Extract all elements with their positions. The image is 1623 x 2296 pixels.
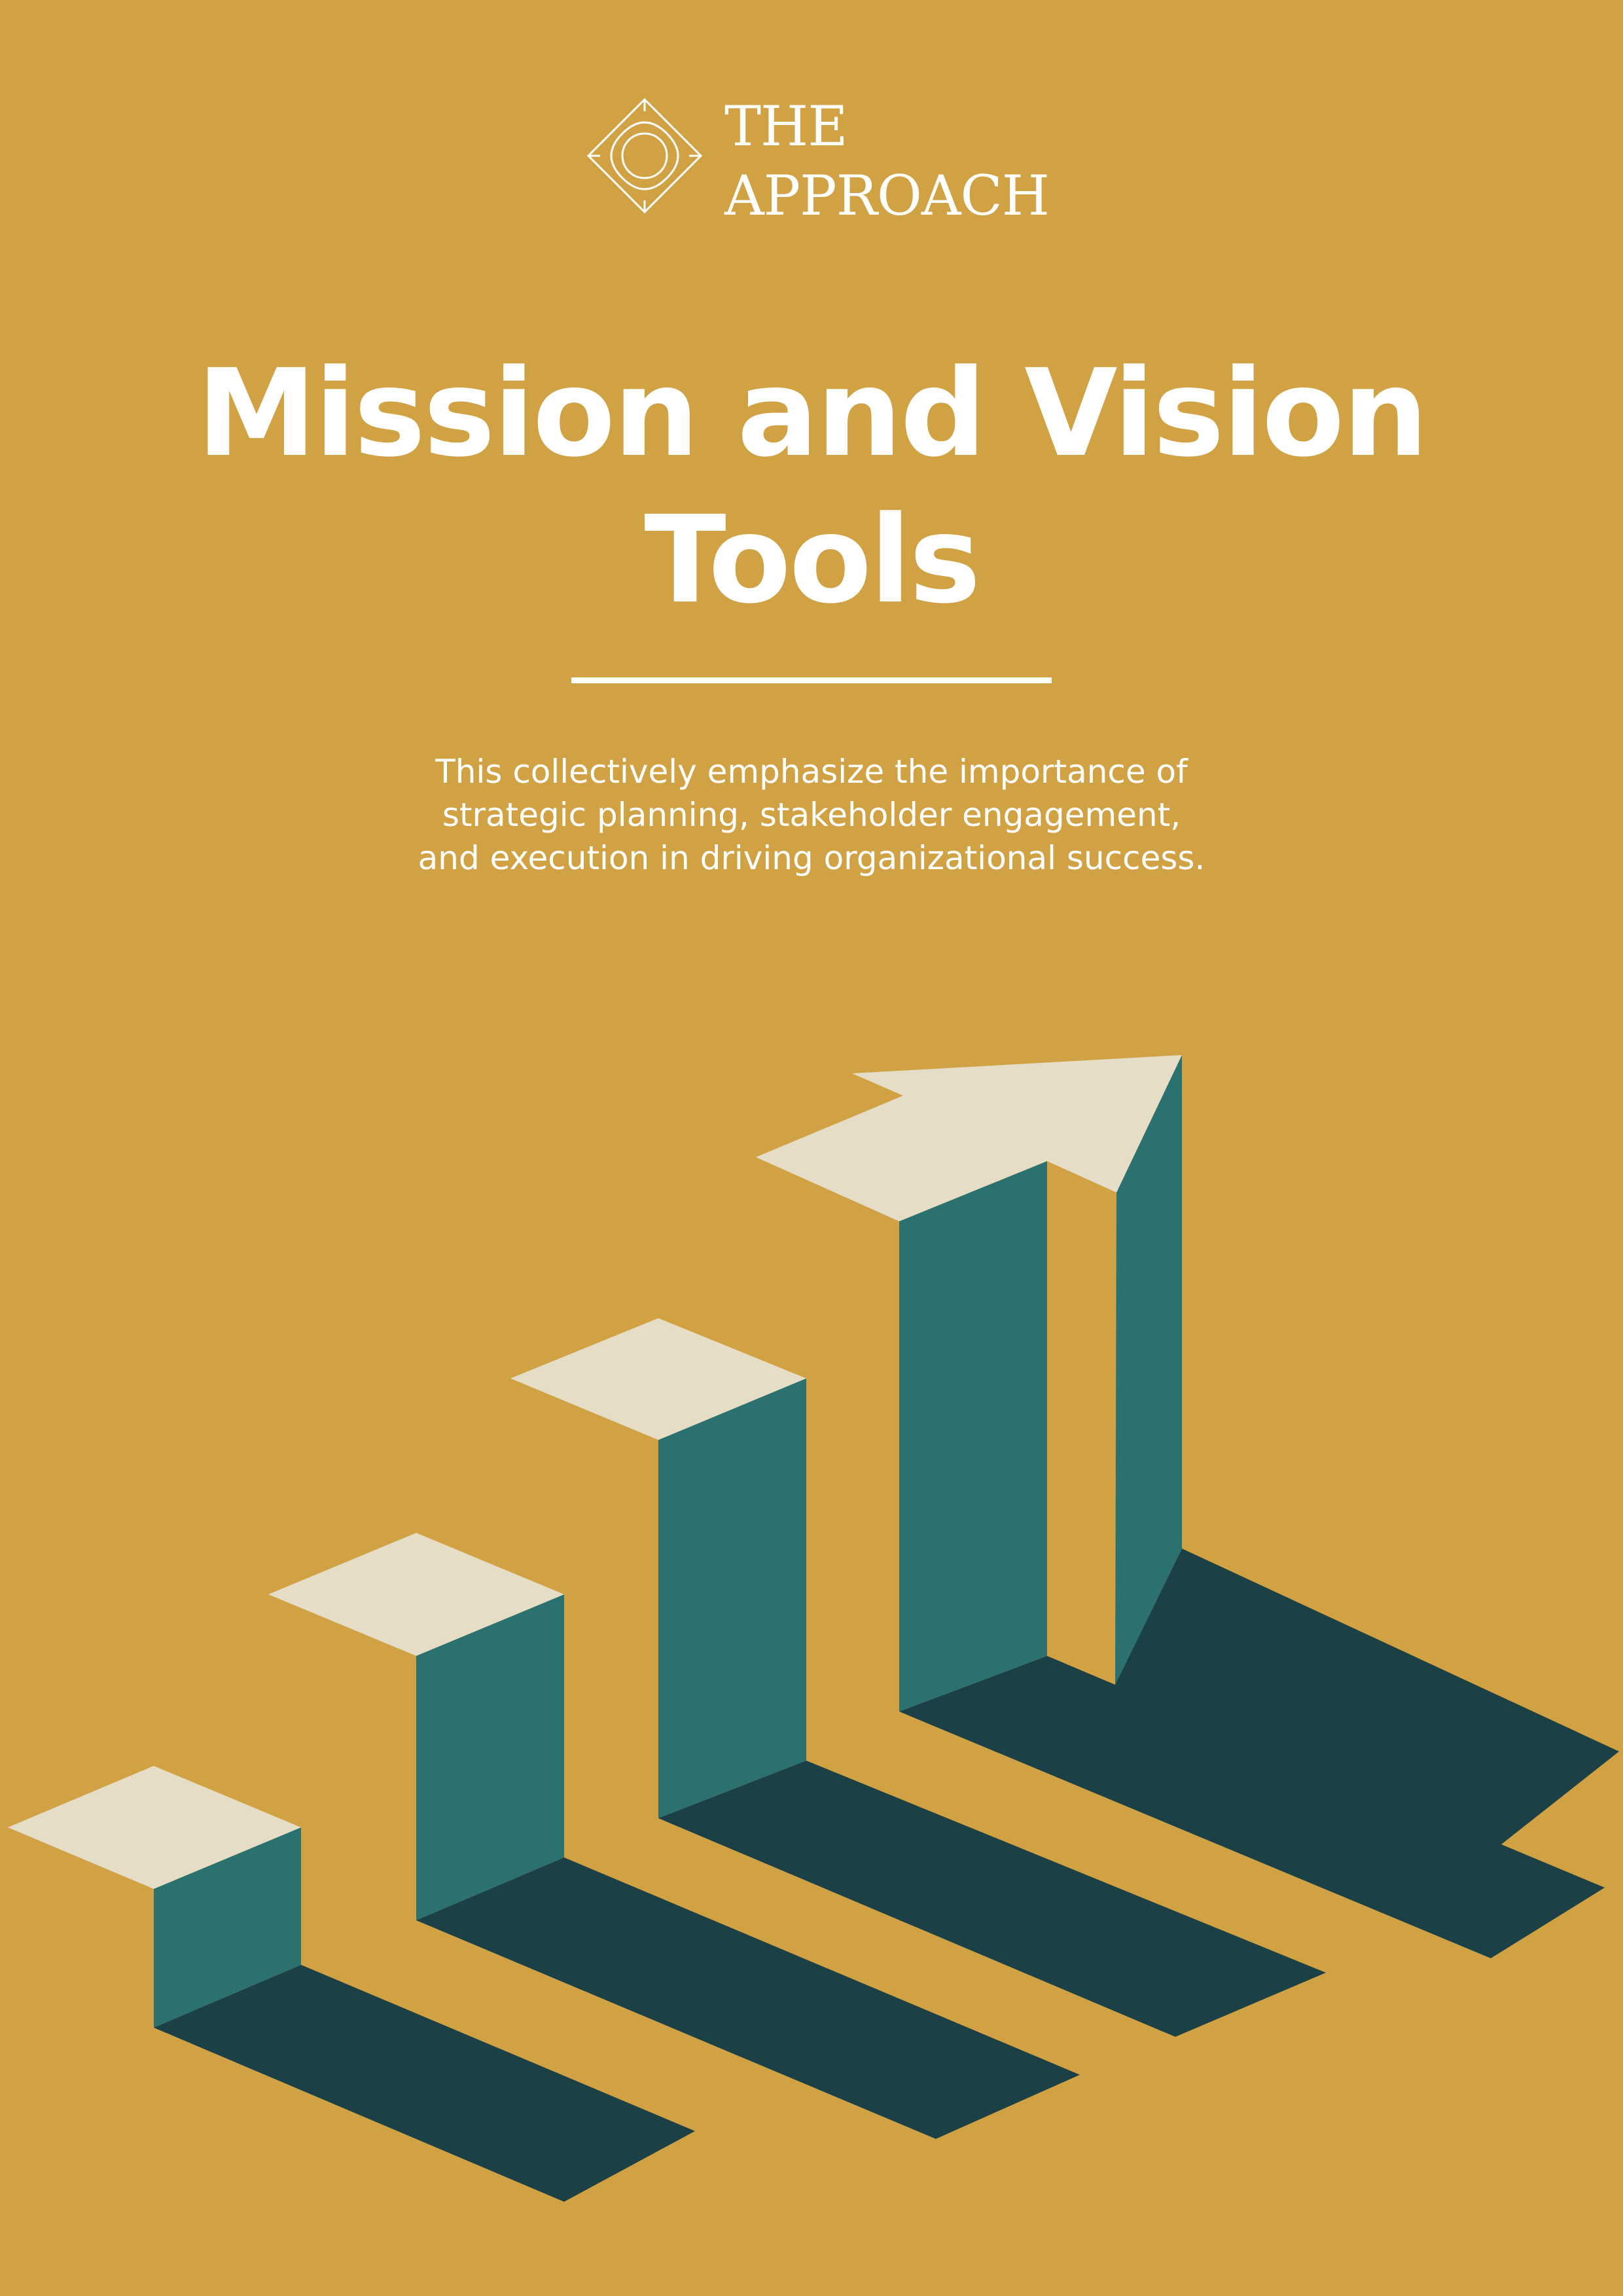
page-title-line1: Mission and Vision bbox=[196, 344, 1427, 484]
page-title-line2: Tools bbox=[644, 490, 979, 630]
subtitle-line2: strategic planning, stakeholder engagement, bbox=[442, 796, 1181, 834]
brand-name-line2: APPROACH bbox=[724, 164, 1049, 228]
bar-4-front-left bbox=[899, 1161, 1047, 1712]
bar-3-front bbox=[658, 1378, 806, 1818]
subtitle-line3: and execution in driving organizational success. bbox=[418, 839, 1205, 877]
subtitle-line1: This collectively emphasize the importance of bbox=[435, 753, 1188, 791]
brand-name-line1: THE bbox=[724, 94, 847, 158]
